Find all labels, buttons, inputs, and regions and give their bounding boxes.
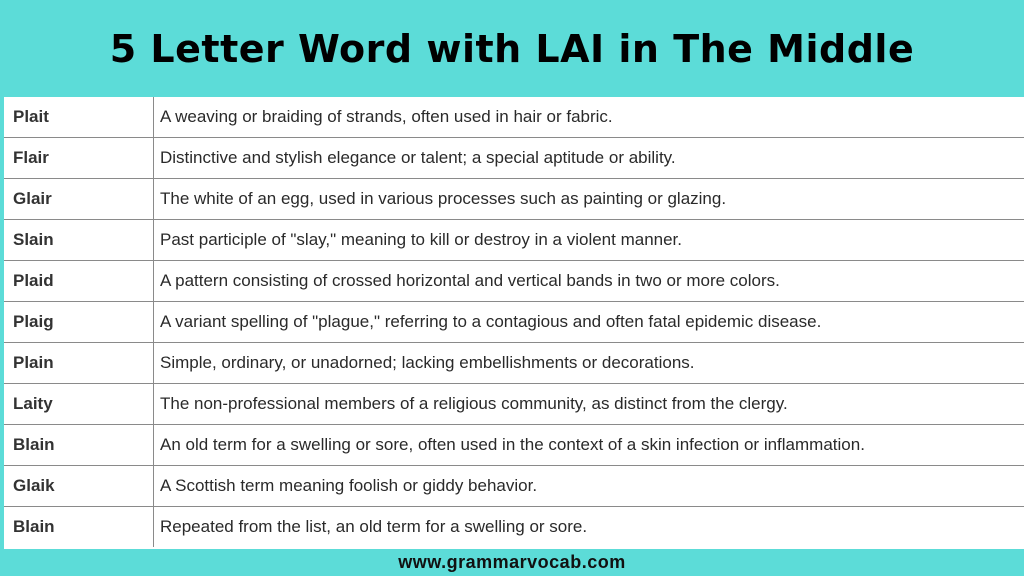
definition-cell: The white of an egg, used in various processes such as painting or glazing. <box>154 179 1024 220</box>
table-row <box>4 343 1024 384</box>
word-table <box>4 97 1024 547</box>
definition-cell: A pattern consisting of crossed horizontal and vertical bands in two or more colors. <box>154 261 1024 302</box>
definition-cell: Past participle of "slay," meaning to kill or destroy in a violent manner. <box>154 220 1024 261</box>
word-cell: Plaig <box>4 302 154 343</box>
word-cell: Flair <box>4 138 154 179</box>
table-row <box>4 302 1024 343</box>
word-cell: Plaid <box>4 261 154 302</box>
definition-cell: Distinctive and stylish elegance or talent; a special aptitude or ability. <box>154 138 1024 179</box>
word-cell: Plain <box>4 343 154 384</box>
word-cell: Glaik <box>4 466 154 507</box>
table-row <box>4 97 1024 138</box>
word-table-container <box>4 97 1024 549</box>
table-row <box>4 425 1024 466</box>
header-banner <box>0 0 1024 97</box>
definition-cell: A weaving or braiding of strands, often used in hair or fabric. <box>154 97 1024 138</box>
word-table-body <box>4 97 1024 547</box>
word-cell: Blain <box>4 425 154 466</box>
table-row <box>4 261 1024 302</box>
definition-cell: A variant spelling of "plague," referring to a contagious and often fatal epidemic disease. <box>154 302 1024 343</box>
footer <box>0 549 1024 576</box>
word-cell: Slain <box>4 220 154 261</box>
table-row <box>4 507 1024 548</box>
website-link[interactable]: www.grammarvocab.com <box>398 552 626 572</box>
table-row <box>4 179 1024 220</box>
definition-cell: The non-professional members of a religious community, as distinct from the clergy. <box>154 384 1024 425</box>
page-title: 5 Letter Word with LAI in The Middle <box>109 26 915 71</box>
table-row <box>4 220 1024 261</box>
definition-cell: An old term for a swelling or sore, often used in the context of a skin infection or inflammation. <box>154 425 1024 466</box>
word-cell: Blain <box>4 507 154 548</box>
word-cell: Plait <box>4 97 154 138</box>
definition-cell: Simple, ordinary, or unadorned; lacking embellishments or decorations. <box>154 343 1024 384</box>
definition-cell: A Scottish term meaning foolish or giddy behavior. <box>154 466 1024 507</box>
table-row <box>4 138 1024 179</box>
table-row <box>4 384 1024 425</box>
table-row <box>4 466 1024 507</box>
word-cell: Glair <box>4 179 154 220</box>
definition-cell: Repeated from the list, an old term for a swelling or sore. <box>160 517 588 536</box>
word-cell: Laity <box>4 384 154 425</box>
